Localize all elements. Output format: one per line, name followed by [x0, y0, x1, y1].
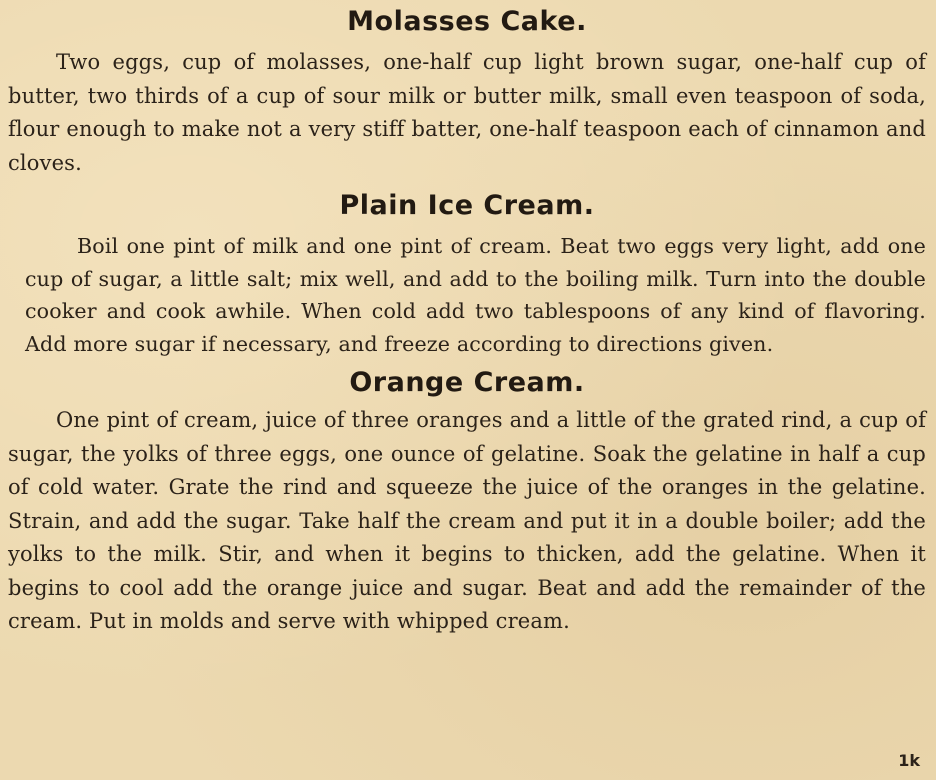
- recipe-body: Boil one pint of milk and one pint of cream. Beat two eggs very light, add one cup of sugar, a little salt; mix well, and add to the boiling milk. Turn into the double cooker and cook awhile. When cold add two tablespoons of any kind of flavoring. Add more sugar if necessary, and freeze according to directions given.: [25, 234, 926, 356]
- recipe-page: [8, 0, 926, 780]
- page-number: 1k: [898, 751, 920, 770]
- recipe-plain-ice-cream: [8, 189, 926, 360]
- recipe-body: One pint of cream, juice of three oranges and a little of the grated rind, a cup of sugar, the yolks of three eggs, one ounce of gelatine. Soak the gelatine in half a cup of cold water. Grate the rind and squeeze the juice of the oranges in the gelatine. Strain, and add the sugar. Take half the cream and put it in a double boiler; add the yolks to the milk. Stir, and when it begins to thicken, add the gelatine. When it begins to cool add the orange juice and sugar. Beat and add the remainder of the cream. Put in molds and serve with whipped cream.: [8, 408, 926, 633]
- recipe-body-block: [25, 230, 926, 360]
- recipe-title: Molasses Cake.: [347, 6, 587, 37]
- recipe-title: Plain Ice Cream.: [339, 190, 595, 221]
- recipe-orange-cream: [8, 366, 926, 639]
- recipe-body: Two eggs, cup of molasses, one-half cup light brown sugar, one-half cup of butter, two thirds of a cup of sour milk or butter milk, small even teaspoon of soda, flour enough to make not a very stiff batter, one-half teaspoon each of cinnamon and cloves.: [8, 50, 926, 175]
- recipe-title: Orange Cream.: [349, 367, 585, 398]
- recipe-molasses-cake: [8, 5, 926, 180]
